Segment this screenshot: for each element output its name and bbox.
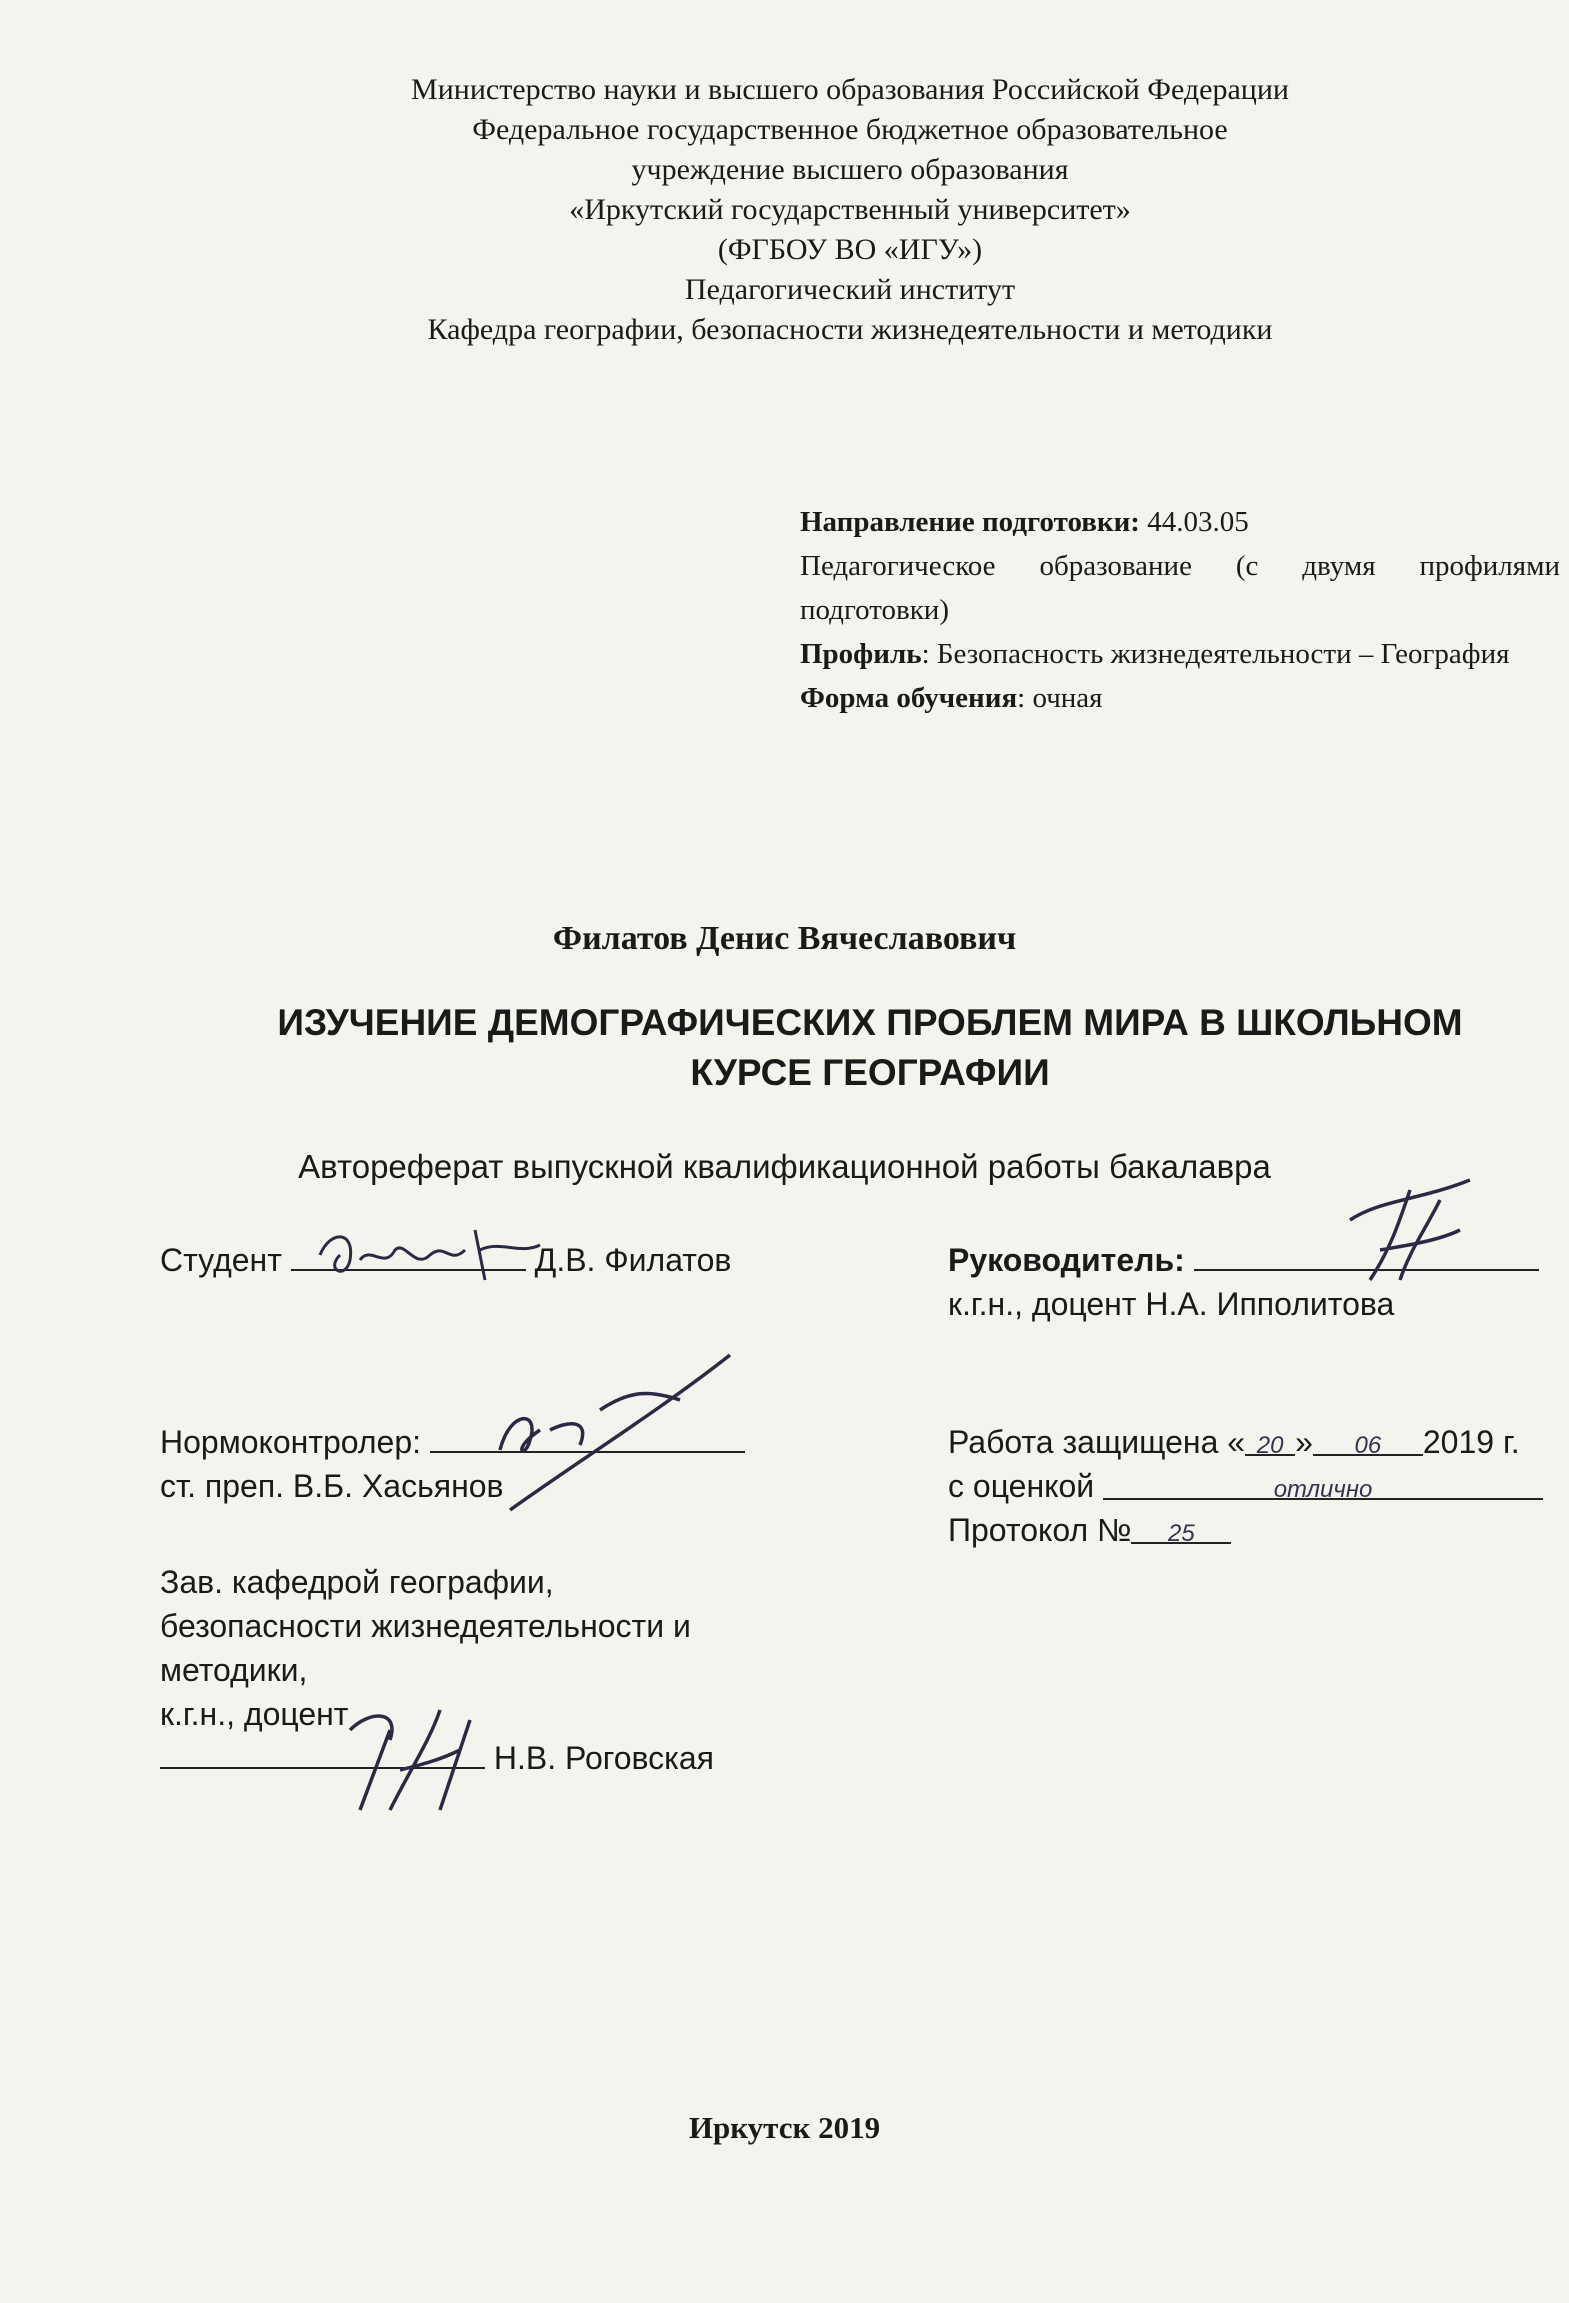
header-ministry: Министерство науки и высшего образования Российской Федерации bbox=[411, 73, 1289, 106]
normcontrol-block bbox=[160, 1420, 745, 1508]
head-name: Н.В. Роговская bbox=[493, 1740, 714, 1776]
thesis-title-line-1: ИЗУЧЕНИЕ ДЕМОГРАФИЧЕСКИХ ПРОБЛЕМ МИРА В ШКОЛЬНОМ bbox=[277, 1002, 1463, 1043]
direction-label: Направление подготовки: bbox=[800, 506, 1140, 538]
header-institute: Педагогический институт bbox=[684, 273, 1016, 306]
normcontrol-signature-blank bbox=[430, 1421, 745, 1453]
thesis-title-line-2: КУРСЕ ГЕОГРАФИИ bbox=[690, 1052, 1050, 1093]
institution-header bbox=[200, 70, 1500, 350]
grade-value: отлично bbox=[1103, 1468, 1543, 1500]
header-institution: учреждение высшего образования bbox=[631, 153, 1069, 186]
head-line-1: Зав. кафедрой географии, bbox=[160, 1564, 554, 1600]
defense-day: 20 bbox=[1245, 1424, 1295, 1456]
defense-month: 06 bbox=[1313, 1424, 1423, 1456]
supervisor-signature-blank bbox=[1194, 1239, 1539, 1271]
normcontrol-name: ст. преп. В.Б. Хасьянов bbox=[160, 1468, 504, 1504]
supervisor-label: Руководитель: bbox=[948, 1242, 1185, 1278]
thesis-title bbox=[180, 998, 1560, 1098]
study-direction-block bbox=[800, 500, 1560, 720]
header-department: Кафедра географии, безопасности жизнедеятельности и методики bbox=[427, 313, 1273, 346]
supervisor-block bbox=[948, 1238, 1539, 1326]
supervisor-name: к.г.н., доцент Н.А. Ипполитова bbox=[948, 1286, 1395, 1322]
header-federal: Федеральное государственное бюджетное образовательное bbox=[472, 113, 1228, 146]
protocol-label: Протокол № bbox=[948, 1512, 1132, 1548]
defense-prefix: Работа защищена « bbox=[948, 1424, 1246, 1460]
defense-mid: » bbox=[1295, 1424, 1313, 1460]
defense-block bbox=[948, 1420, 1543, 1552]
protocol-value: 25 bbox=[1131, 1512, 1231, 1544]
defense-year: 2019 г. bbox=[1422, 1424, 1520, 1460]
city-year: Иркутск 2019 bbox=[688, 2110, 881, 2145]
head-line-3: методики, bbox=[160, 1652, 308, 1688]
student-label: Студент bbox=[160, 1242, 282, 1278]
head-line-2: безопасности жизнедеятельности и bbox=[160, 1608, 691, 1644]
profile-value: : Безопасность жизнедеятельности – География bbox=[921, 638, 1510, 670]
document-type: Автореферат выпускной квалификационной работы бакалавра bbox=[298, 1148, 1271, 1185]
study-form-label: Форма обучения bbox=[800, 682, 1018, 714]
grade-label: с оценкой bbox=[948, 1468, 1095, 1504]
author-name: Филатов Денис Вячеславович bbox=[552, 920, 1017, 957]
student-name: Д.В. Филатов bbox=[534, 1242, 732, 1278]
student-signature-blank bbox=[291, 1239, 526, 1271]
head-signature-blank bbox=[160, 1737, 485, 1769]
head-of-department-block bbox=[160, 1560, 714, 1780]
direction-code: 44.03.05 bbox=[1139, 506, 1249, 538]
profile-label: Профиль bbox=[800, 638, 922, 670]
header-abbrev: (ФГБОУ ВО «ИГУ») bbox=[717, 233, 983, 266]
normcontrol-label: Нормоконтролер: bbox=[160, 1424, 422, 1460]
head-line-4: к.г.н., доцент bbox=[160, 1696, 349, 1732]
study-form-value: : очная bbox=[1017, 682, 1103, 714]
direction-program: Педагогическое образование (с двумя профилями подготовки) bbox=[800, 550, 1560, 626]
student-signature-line bbox=[160, 1238, 731, 1282]
header-university: «Иркутский государственный университет» bbox=[569, 193, 1131, 226]
